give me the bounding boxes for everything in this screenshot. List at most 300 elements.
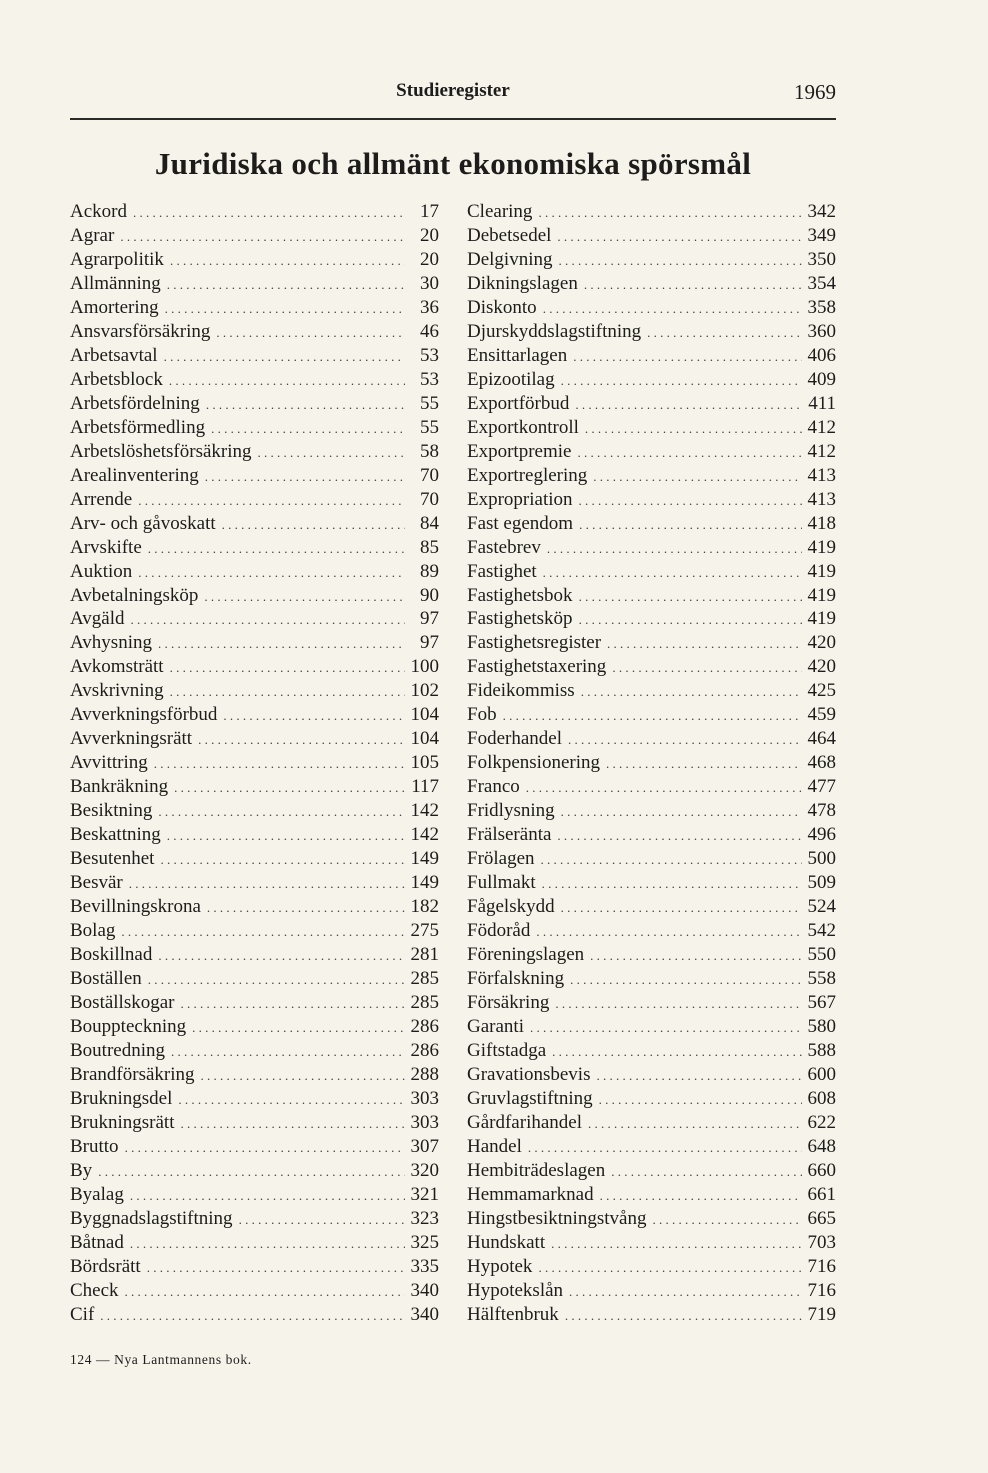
entry-page-number: 275 [410, 920, 439, 942]
index-entry [467, 703, 836, 727]
entry-term: Fob [467, 704, 497, 726]
entry-page-number: 53 [420, 368, 439, 390]
index-entry [70, 919, 439, 943]
entry-page-number: 524 [807, 896, 836, 918]
index-entry [70, 1255, 439, 1279]
index-entry [467, 1255, 836, 1279]
index-entry [467, 584, 836, 608]
index-entry [70, 871, 439, 895]
index-entry [70, 703, 439, 727]
entry-term: Exportkontroll [467, 416, 579, 438]
dot-leader [164, 345, 405, 369]
dot-leader [579, 489, 802, 513]
header-year: 1969 [794, 80, 836, 104]
dot-leader [584, 273, 802, 297]
index-entry [467, 1231, 836, 1255]
entry-page-number: 285 [410, 968, 439, 989]
entry-page-number: 340 [410, 1279, 439, 1301]
dot-leader [198, 728, 404, 752]
index-entry [70, 967, 439, 991]
dot-leader [131, 608, 405, 632]
index-entry [70, 655, 439, 679]
entry-term: Avgäld [70, 608, 125, 630]
entry-term: Folkpensionering [467, 752, 600, 774]
dot-leader [557, 225, 801, 249]
dot-leader [552, 1040, 801, 1064]
entry-term: Förfalskning [467, 968, 565, 989]
dot-leader [568, 728, 802, 752]
entry-page-number: 84 [420, 512, 439, 534]
index-entry [70, 607, 439, 631]
dot-leader [239, 1208, 405, 1232]
dot-leader [647, 321, 801, 345]
dot-leader [130, 1184, 405, 1208]
index-entry [467, 751, 836, 775]
dot-leader [211, 417, 405, 441]
entry-term: Brukningsrätt [70, 1111, 175, 1133]
index-entry [467, 1183, 836, 1207]
dot-leader [585, 417, 802, 441]
entry-page-number: 608 [807, 1087, 836, 1109]
index-entry [70, 296, 439, 320]
entry-page-number: 20 [420, 248, 439, 270]
entry-page-number: 55 [420, 392, 439, 414]
entry-term: Bevillningskrona [70, 896, 201, 918]
index-entry [70, 584, 439, 608]
entry-term: Föreningslagen [467, 944, 585, 966]
entry-term: Arrende [70, 488, 133, 510]
dot-leader [148, 537, 405, 561]
index-entry [467, 248, 836, 272]
entry-term: Fideikommiss [467, 680, 575, 702]
entry-page-number: 412 [807, 440, 836, 462]
dot-leader [561, 800, 802, 824]
entry-term: Diskonto [467, 296, 537, 318]
entry-page-number: 661 [807, 1183, 836, 1205]
index-entry [467, 679, 836, 703]
entry-term: Arbetsavtal [70, 344, 158, 366]
index-entry [70, 1183, 439, 1207]
entry-page-number: 55 [420, 416, 439, 438]
dot-leader [165, 297, 405, 321]
entry-term: Djurskyddslagstiftning [467, 320, 642, 342]
entry-term: Hypotekslån [467, 1279, 564, 1301]
entry-page-number: 419 [807, 584, 836, 606]
entry-term: Gravationsbevis [467, 1063, 591, 1085]
entry-term: Expropriation [467, 488, 573, 510]
entry-page-number: 85 [420, 536, 439, 558]
dot-leader [121, 920, 404, 944]
entry-term: Boställen [70, 968, 142, 989]
dot-leader [530, 1016, 802, 1040]
index-entry [467, 1111, 836, 1135]
entry-page-number: 104 [410, 704, 439, 726]
entry-term: Byalag [70, 1183, 124, 1205]
dot-leader [147, 1256, 405, 1280]
dot-leader [125, 1280, 405, 1304]
entry-term: Besiktning [70, 800, 153, 822]
running-header [70, 80, 836, 106]
entry-page-number: 413 [807, 488, 836, 510]
dot-leader [588, 1112, 802, 1136]
entry-term: Fastighetstaxering [467, 656, 607, 678]
index-entry [467, 560, 836, 584]
entry-page-number: 419 [807, 608, 836, 630]
entry-page-number: 464 [807, 728, 836, 750]
index-entry [467, 1159, 836, 1183]
dot-leader [611, 1160, 801, 1184]
entry-term: Frölagen [467, 848, 535, 870]
entry-term: Fridlysning [467, 800, 555, 822]
index-entry [467, 296, 836, 320]
entry-page-number: 100 [410, 656, 439, 678]
index-entry [467, 1039, 836, 1063]
entry-term: Arvskifte [70, 536, 142, 558]
dot-leader [538, 1256, 801, 1280]
entry-term: Fastebrev [467, 536, 541, 558]
entry-page-number: 90 [420, 584, 439, 606]
index-entry [467, 320, 836, 344]
index-entry [467, 464, 836, 488]
dot-leader [158, 632, 405, 656]
index-entry [467, 943, 836, 967]
entry-term: Arbetsblock [70, 368, 163, 390]
dot-leader [569, 1280, 801, 1304]
index-entry [467, 1135, 836, 1159]
entry-page-number: 325 [410, 1231, 439, 1253]
entry-page-number: 409 [807, 368, 836, 390]
index-entry [467, 631, 836, 655]
entry-page-number: 102 [410, 680, 439, 702]
index-entry [467, 536, 836, 560]
index-entry [70, 1063, 439, 1087]
entry-term: Exportreglering [467, 464, 588, 486]
index-entry [70, 560, 439, 584]
index-entry [70, 368, 439, 392]
index-entry [70, 1159, 439, 1183]
entry-term: Hemmamarknad [467, 1183, 594, 1205]
entry-term: Brutto [70, 1135, 119, 1157]
entry-term: Amortering [70, 296, 159, 318]
entry-page-number: 70 [420, 488, 439, 510]
header-rule [70, 118, 836, 120]
entry-term: Arbetslöshetsförsäkring [70, 440, 252, 462]
entry-term: Check [70, 1279, 119, 1301]
dot-leader [579, 608, 802, 632]
entry-page-number: 509 [807, 872, 836, 894]
entry-term: Debetsedel [467, 224, 552, 246]
dot-leader [181, 1112, 405, 1136]
index-entry [467, 416, 836, 440]
entry-page-number: 307 [410, 1135, 439, 1157]
dot-leader [561, 369, 802, 393]
entry-page-number: 420 [807, 656, 836, 678]
dot-leader [223, 704, 404, 728]
entry-page-number: 558 [807, 968, 836, 989]
index-entry [70, 823, 439, 847]
dot-leader [543, 561, 802, 585]
entry-term: Besvär [70, 872, 123, 894]
entry-term: Epizootilag [467, 368, 555, 390]
dot-leader [138, 489, 405, 513]
entry-term: Fastighetsköp [467, 608, 573, 630]
entry-term: Gårdfarihandel [467, 1111, 582, 1133]
entry-page-number: 30 [420, 272, 439, 294]
entry-term: Födoråd [467, 920, 531, 942]
dot-leader [125, 1136, 405, 1160]
index-entry [467, 655, 836, 679]
entry-page-number: 660 [807, 1159, 836, 1181]
index-entry [467, 1207, 836, 1231]
index-entry [70, 775, 439, 799]
entry-term: Hingstbesiktningstvång [467, 1207, 647, 1229]
entry-term: Hundskatt [467, 1231, 546, 1253]
index-entry [70, 464, 439, 488]
entry-term: Avkomsträtt [70, 656, 164, 678]
dot-leader [538, 201, 801, 225]
dot-leader [606, 752, 802, 776]
entry-page-number: 303 [410, 1087, 439, 1109]
entry-term: Frälseränta [467, 824, 552, 846]
entry-page-number: 354 [807, 272, 836, 294]
dot-leader [579, 585, 802, 609]
dot-leader [577, 441, 801, 465]
entry-term: Dikningslagen [467, 272, 578, 294]
dot-leader [129, 872, 405, 896]
index-entry [467, 871, 836, 895]
entry-page-number: 419 [807, 536, 836, 558]
entry-page-number: 20 [420, 224, 439, 246]
index-entry [70, 679, 439, 703]
entry-term: Avverkningsrätt [70, 728, 193, 750]
entry-term: Ackord [70, 201, 127, 222]
index-entry [467, 991, 836, 1015]
entry-term: Foderhandel [467, 728, 562, 750]
entry-term: Fastighetsregister [467, 632, 602, 654]
index-entry [70, 1135, 439, 1159]
entry-page-number: 349 [807, 224, 836, 246]
index-entry [467, 775, 836, 799]
entry-page-number: 719 [807, 1303, 836, 1325]
entry-page-number: 303 [410, 1111, 439, 1133]
index-entry [70, 847, 439, 871]
entry-term: Boutredning [70, 1039, 165, 1061]
entry-term: Bouppteckning [70, 1015, 187, 1037]
entry-page-number: 36 [420, 296, 439, 318]
entry-page-number: 149 [410, 848, 439, 870]
index-entry [70, 1039, 439, 1063]
entry-page-number: 97 [420, 608, 439, 630]
dot-leader [542, 872, 802, 896]
entry-term: Brukningsdel [70, 1087, 173, 1109]
dot-leader [216, 321, 405, 345]
index-entry [70, 727, 439, 751]
dot-leader [222, 513, 405, 537]
dot-leader [100, 1304, 404, 1328]
entry-term: Boskillnad [70, 944, 153, 966]
entry-term: Boställskogar [70, 991, 175, 1013]
entry-term: Avverkningsförbud [70, 704, 218, 726]
entry-page-number: 89 [420, 560, 439, 582]
entry-term: Fullmakt [467, 872, 536, 894]
entry-page-number: 500 [807, 848, 836, 870]
dot-leader [551, 1232, 801, 1256]
entry-page-number: 580 [807, 1015, 836, 1037]
index-entry [467, 368, 836, 392]
entry-term: Garanti [467, 1015, 524, 1037]
index-entry [70, 1279, 439, 1303]
dot-leader [206, 393, 405, 417]
dot-leader [167, 824, 405, 848]
index-column-right [467, 200, 836, 1327]
index-entry [70, 272, 439, 296]
index-entry [70, 895, 439, 919]
index-entry [70, 488, 439, 512]
index-entry [70, 392, 439, 416]
index-entry [467, 392, 836, 416]
entry-page-number: 411 [808, 392, 836, 414]
entry-page-number: 286 [410, 1039, 439, 1061]
index-entry [70, 799, 439, 823]
dot-leader [612, 656, 801, 680]
dot-leader [526, 776, 802, 800]
entry-page-number: 622 [807, 1111, 836, 1133]
dot-leader [158, 944, 404, 968]
entry-page-number: 542 [807, 920, 836, 942]
index-entry [467, 727, 836, 751]
index-entry [467, 967, 836, 991]
entry-page-number: 648 [807, 1135, 836, 1157]
entry-page-number: 418 [807, 512, 836, 534]
index-entry [70, 1111, 439, 1135]
dot-leader [600, 1184, 802, 1208]
entry-page-number: 321 [410, 1183, 439, 1205]
entry-page-number: 716 [807, 1279, 836, 1301]
index-entry [70, 512, 439, 536]
entry-page-number: 496 [807, 824, 836, 846]
dot-leader [599, 1088, 802, 1112]
entry-page-number: 342 [807, 201, 836, 222]
index-entry [467, 1303, 836, 1327]
index-entry [467, 224, 836, 248]
dot-leader [178, 1088, 404, 1112]
entry-page-number: 350 [807, 248, 836, 270]
entry-page-number: 58 [420, 440, 439, 462]
entry-term: Gruvlagstiftning [467, 1087, 593, 1109]
entry-term: Fastighet [467, 560, 537, 582]
dot-leader [170, 680, 405, 704]
dot-leader [205, 465, 405, 489]
index-entry [70, 1087, 439, 1111]
entry-page-number: 335 [410, 1255, 439, 1277]
entry-page-number: 323 [410, 1207, 439, 1229]
entry-term: Bolag [70, 920, 116, 942]
entry-term: Hälftenbruk [467, 1303, 559, 1325]
index-entry [70, 991, 439, 1015]
entry-page-number: 413 [807, 464, 836, 486]
dot-leader [207, 896, 405, 920]
entry-page-number: 425 [807, 680, 836, 702]
entry-term: Arealinventering [70, 464, 199, 486]
dot-leader [528, 1136, 802, 1160]
dot-leader [169, 369, 405, 393]
entry-page-number: 419 [807, 560, 836, 582]
dot-leader [557, 824, 801, 848]
entry-term: Allmänning [70, 272, 161, 294]
entry-page-number: 340 [410, 1303, 439, 1325]
dot-leader [201, 1064, 405, 1088]
entry-page-number: 703 [807, 1231, 836, 1253]
dot-leader [579, 513, 801, 537]
dot-leader [204, 585, 405, 609]
index-entry [70, 344, 439, 368]
dot-leader [154, 752, 405, 776]
entry-page-number: 477 [807, 776, 836, 798]
dot-leader [138, 561, 405, 585]
index-entry [70, 1015, 439, 1039]
entry-term: Bankräkning [70, 776, 169, 798]
dot-leader [561, 896, 802, 920]
index-entry [70, 751, 439, 775]
dot-leader [120, 225, 405, 249]
index-entry [70, 631, 439, 655]
dot-leader [174, 776, 405, 800]
index-entry [467, 823, 836, 847]
entry-page-number: 360 [807, 320, 836, 342]
entry-page-number: 320 [410, 1159, 439, 1181]
index-entry [70, 440, 439, 464]
entry-term: Byggnadslagstiftning [70, 1207, 233, 1229]
index-entry [467, 1279, 836, 1303]
dot-leader [170, 249, 405, 273]
entry-term: Avskrivning [70, 680, 164, 702]
dot-leader [590, 944, 801, 968]
index-entry [70, 1231, 439, 1255]
dot-leader [98, 1160, 404, 1184]
entry-term: Avbetalningsköp [70, 584, 199, 606]
entry-term: By [70, 1159, 93, 1181]
index-entry [467, 200, 836, 224]
entry-page-number: 285 [410, 991, 439, 1013]
entry-term: Auktion [70, 560, 133, 582]
entry-term: Hembiträdeslagen [467, 1159, 606, 1181]
index-entry [467, 607, 836, 631]
entry-term: Beskattning [70, 824, 161, 846]
entry-term: Giftstadga [467, 1039, 547, 1061]
dot-leader [652, 1208, 801, 1232]
index-entry [70, 248, 439, 272]
entry-term: Försäkring [467, 991, 550, 1013]
dot-leader [158, 800, 404, 824]
index-entry [467, 1087, 836, 1111]
dot-leader [575, 393, 802, 417]
entry-term: Brandförsäkring [70, 1063, 195, 1085]
entry-term: Ensittarlagen [467, 344, 568, 366]
entry-page-number: 281 [410, 944, 439, 966]
entry-term: Franco [467, 776, 520, 798]
dot-leader [565, 1304, 802, 1328]
entry-page-number: 53 [420, 344, 439, 366]
index-entry [70, 1207, 439, 1231]
index-entry [70, 320, 439, 344]
entry-term: Ansvarsförsäkring [70, 320, 211, 342]
entry-page-number: 716 [807, 1255, 836, 1277]
entry-term: Avhysning [70, 632, 152, 654]
dot-leader [503, 704, 802, 728]
entry-page-number: 412 [807, 416, 836, 438]
dot-leader [171, 1040, 405, 1064]
entry-term: Båtnad [70, 1231, 124, 1253]
